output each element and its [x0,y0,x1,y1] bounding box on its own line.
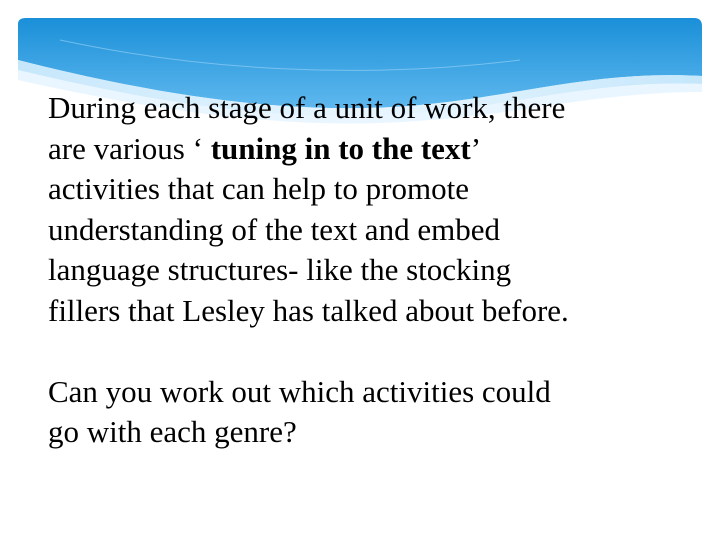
question-paragraph: Can you work out which activities could go with each genre? [48,373,551,449]
intro-paragraph [48,88,588,331]
intro-text-end: ’ activities that can help to promote understanding of the text and embed language structures- like the stocking fillers that Lesley has talked about before. [48,130,569,328]
slide-body [48,88,588,453]
intro-text-start: During each stage of a unit of work, there are various ‘ [48,90,566,166]
tuning-in-phrase: tuning in to the text [210,130,471,166]
